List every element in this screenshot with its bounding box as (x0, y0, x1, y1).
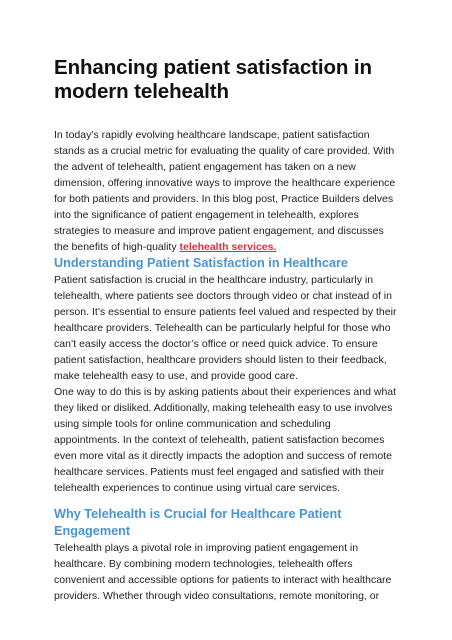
section2-paragraph-1: Telehealth plays a pivotal role in improving patient engagement in healthcare. By combining modern technologies, telehealth offers convenient and accessible options for patients to interact with healthcare providers. Whether through video consultations, remote monitoring, or (54, 542, 392, 602)
telehealth-services-link[interactable]: telehealth services. (179, 241, 277, 253)
document-page (54, 56, 399, 604)
intro-paragraph (54, 127, 399, 255)
section1-paragraph-2: One way to do this is by asking patients about their experiences and what they liked or disliked. Additionally, making telehealth easy to use involves using simple tools for online communication and scheduling appointments. In the context of telehealth, patient satisfaction becomes even more vital as it directly impacts the adoption and success of remote healthcare services. Patients must feel engaged and satisfied with their telehealth experiences to continue using virtual care services. (54, 386, 397, 494)
section1-heading: Understanding Patient Satisfaction in Healthcare (54, 256, 348, 270)
intro-text: In today’s rapidly evolving healthcare landscape, patient satisfaction stands as a crucial metric for evaluating the quality of care provided. With the advent of telehealth, patient engagement has taken on a new dimension, offering innovative ways to improve the healthcare experience for both patients and providers. In this blog post, Practice Builders delves into the significance of patient engagement in telehealth, explores strategies to measure and improve patient engagement, and discusses the benefits of high-quality (54, 129, 396, 253)
page-title: Enhancing patient satisfaction in modern telehealth (54, 56, 372, 103)
section2-heading: Why Telehealth is Crucial for Healthcare Patient Engagement (54, 507, 342, 538)
section1-paragraph-1: Patient satisfaction is crucial in the healthcare industry, particularly in telehealth, where patients see doctors through video or chat instead of in person. It’s essential to ensure patients feel valued and respected by their healthcare providers. Telehealth can be particularly helpful for those who can’t easily access the doctor’s office or need quick advice. To ensure patient satisfaction, healthcare providers should listen to their feedback, make telehealth easy to use, and provide good care. (54, 274, 397, 382)
